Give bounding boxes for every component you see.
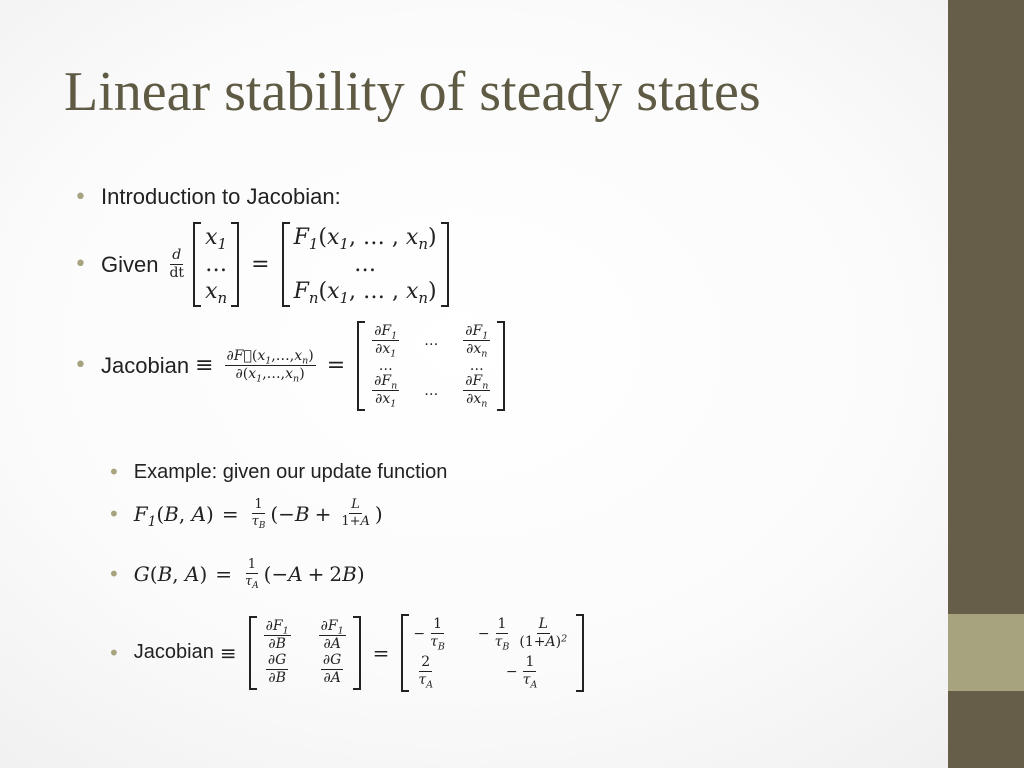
jacobian-text: Jacobian [100,352,190,378]
jacobian-matrix: $\frac{\partial F_1}{\partial x_1}$ … $\frac{\partial F_1}{\partial x_n}$ … … $\frac{\partial F_n}{\partial x_1}$ … $\frac{\partial F_n}{\partial x_n}$ [357,321,505,411]
given-equation: $\frac{d}{dt}$ $x_1$ … $x_n$ = $F_1(x_1$, … , $x_n$) … $F_n(x_1$, … , $x_n$) [164,222,452,307]
given-text: Given [100,251,159,277]
bullet-dot: • [74,184,87,210]
intro-text: Introduction to Jacobian: [100,184,341,209]
bullet-g [108,558,365,590]
g-equation: G(B, A) = $\frac{1}{\tau_A}$ (− A + 2 B ) [133,557,365,592]
slide-title: Linear stability of steady states [64,61,761,123]
jacobian-fraction: $\frac{\partial F⃗(x_1,\dots,x_n)}{\partial(x_1,\dots,x_n)}$ [226,347,314,385]
bullet-example [108,460,447,484]
jacobian-values-matrix: − $\frac{1}{\tau_B}$ − $\frac{1}{\tau_B}$ $\frac{L}{(1+A)^2}$ $\frac{2}{\tau_A}$ − $\frac{1}{\tau_A}$ [401,614,584,692]
bullet-jacobian-example [108,614,588,692]
bullet-intro [74,184,341,210]
jacobian-definition: ≡ $\frac{\partial F⃗(x_1,\dots,x_n)}{\partial(x_1,\dots,x_n)}$ = $\frac{\partial F_1}{\partial x_1}$ … $\frac{\partial F_1}{\partial x_n}$ … … $\frac{\partial F_n}{\partial x_1}$ … $\frac{\partial F_n}{\partial x_n}$ [195,321,509,411]
bullet-dot: • [74,252,87,277]
bullet-dot: • [108,640,120,665]
ddt-fraction: $\frac{d}{dt}$ [169,246,185,281]
jacobian2-text: Jacobian [133,641,214,664]
function-vector: $F_1(x_1$, … , $x_n$) … $F_n(x_1$, … , $x_n$) [282,222,449,307]
sidebar-accent-block [948,614,1024,691]
example-text: Example: given our update function [133,460,448,483]
state-vector: $x_1$ … $x_n$ [193,222,239,307]
bullet-jacobian-def [74,321,509,411]
jacobian-example-equation: ≡ $\frac{\partial F_1}{\partial B}$ $\frac{\partial F_1}{\partial A}$ $\frac{\partial G}{\partial B}$ $\frac{\partial G}{\partial A}$ = − $\frac{1}{\tau_B}$ − $\frac{1}{\tau_B}$ $\frac{L}{(1+A)^2}$ $\frac{2}{\tau_A}$ − $\frac{1}{\tau_A}$ [220,614,588,692]
bullet-f1 [108,498,383,530]
bullet-given [74,222,453,307]
partials-matrix: $\frac{\partial F_1}{\partial B}$ $\frac{\partial F_1}{\partial A}$ $\frac{\partial G}{\partial B}$ $\frac{\partial G}{\partial A}$ [249,616,361,690]
bullet-dot: • [108,460,120,484]
bullet-dot: • [108,501,120,526]
bullet-dot: • [108,561,120,586]
bullet-dot: • [74,353,87,379]
f1-equation: $F_1(B$, A) = $\frac{1}{\tau_B}$ (− B + $\frac{L}{1+A}$ ) [133,497,383,532]
